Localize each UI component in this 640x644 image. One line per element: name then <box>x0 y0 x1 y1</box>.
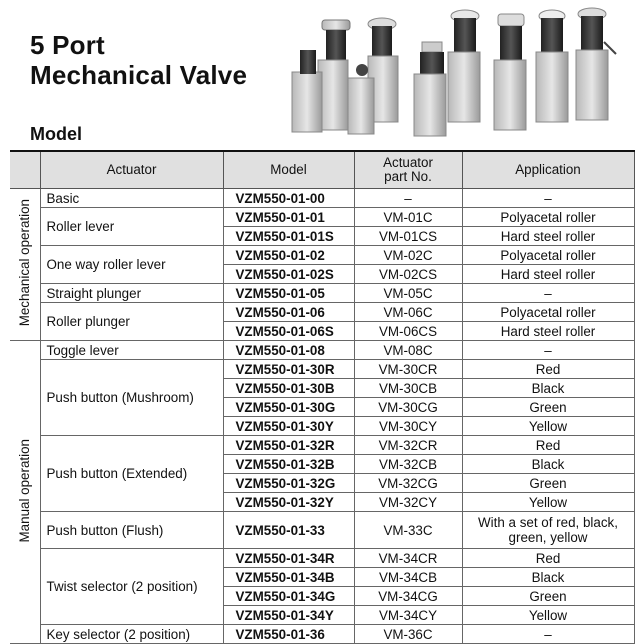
valve-7 <box>576 8 616 120</box>
table-row <box>10 208 634 227</box>
table-row <box>10 512 634 549</box>
model-cell: VZM550-01-36 <box>223 625 354 644</box>
model-cell: VZM550-01-33 <box>223 512 354 549</box>
group-label: Manual operation <box>17 438 33 543</box>
part-no-cell: VM-36C <box>354 625 462 644</box>
actuator-cell: Push button (Mushroom) <box>40 360 223 436</box>
application-cell: Hard steel roller <box>462 265 634 284</box>
part-no-cell: VM-02C <box>354 246 462 265</box>
table-header-row <box>10 151 634 189</box>
application-cell: Yellow <box>462 606 634 625</box>
application-cell: Green <box>462 398 634 417</box>
part-no-cell: VM-33C <box>354 512 462 549</box>
actuator-cell: Push button (Extended) <box>40 436 223 512</box>
table-row <box>10 284 634 303</box>
model-cell: VZM550-01-01S <box>223 227 354 246</box>
part-no-cell: VM-34CY <box>354 606 462 625</box>
application-cell: Polyacetal roller <box>462 246 634 265</box>
part-no-cell: VM-01C <box>354 208 462 227</box>
actuator-cell: Toggle lever <box>40 341 223 360</box>
table-row <box>10 303 634 322</box>
part-no-cell: VM-01CS <box>354 227 462 246</box>
table-row <box>10 246 634 265</box>
part-no-cell: VM-32CY <box>354 493 462 512</box>
part-no-cell: VM-34CR <box>354 549 462 568</box>
table-row <box>10 436 634 455</box>
header-application: Application <box>462 151 634 189</box>
application-cell: Black <box>462 379 634 398</box>
application-cell: Red <box>462 360 634 379</box>
model-cell: VZM550-01-06S <box>223 322 354 341</box>
model-cell: VZM550-01-32B <box>223 455 354 474</box>
part-no-cell: VM-34CB <box>354 568 462 587</box>
product-photo <box>282 2 640 142</box>
section-label-model: Model <box>30 124 82 144</box>
part-no-cell: VM-30CY <box>354 417 462 436</box>
table-row <box>10 549 634 568</box>
model-cell: VZM550-01-32G <box>223 474 354 493</box>
application-cell: Red <box>462 436 634 455</box>
group-label-cell <box>10 189 40 341</box>
application-cell: – <box>462 625 634 644</box>
table-row <box>10 625 634 644</box>
header-model: Model <box>223 151 354 189</box>
valve-6 <box>536 10 568 122</box>
header-part-no-line-1: Actuator <box>383 155 433 170</box>
model-cell: VZM550-01-02S <box>223 265 354 284</box>
actuator-cell: Twist selector (2 position) <box>40 549 223 625</box>
application-cell: Green <box>462 587 634 606</box>
application-cell: Yellow <box>462 417 634 436</box>
header-group <box>10 151 40 189</box>
model-cell: VZM550-01-06 <box>223 303 354 322</box>
part-no-cell: VM-30CR <box>354 360 462 379</box>
application-cell: With a set of red, black, green, yellow <box>462 512 634 549</box>
actuator-cell: One way roller lever <box>40 246 223 284</box>
model-cell: VZM550-01-02 <box>223 246 354 265</box>
part-no-cell: VM-30CB <box>354 379 462 398</box>
actuator-cell: Roller plunger <box>40 303 223 341</box>
application-cell: – <box>462 341 634 360</box>
model-cell: VZM550-01-05 <box>223 284 354 303</box>
part-no-cell: VM-06C <box>354 303 462 322</box>
valve-2 <box>348 18 398 134</box>
model-cell: VZM550-01-34G <box>223 587 354 606</box>
table-row <box>10 341 634 360</box>
valve-1 <box>292 20 350 132</box>
model-cell: VZM550-01-08 <box>223 341 354 360</box>
application-cell: Polyacetal roller <box>462 303 634 322</box>
application-cell: Polyacetal roller <box>462 208 634 227</box>
application-cell: Red <box>462 549 634 568</box>
actuator-cell: Roller lever <box>40 208 223 246</box>
title-line-2: Mechanical Valve <box>30 60 248 90</box>
model-cell: VZM550-01-34Y <box>223 606 354 625</box>
part-no-cell: VM-06CS <box>354 322 462 341</box>
valve-5 <box>494 14 526 130</box>
application-cell: – <box>462 189 634 208</box>
valve-4 <box>448 10 480 122</box>
part-no-cell: VM-02CS <box>354 265 462 284</box>
actuator-cell: Key selector (2 position) <box>40 625 223 644</box>
model-cell: VZM550-01-34R <box>223 549 354 568</box>
application-cell: Black <box>462 568 634 587</box>
model-cell: VZM550-01-30R <box>223 360 354 379</box>
group-label-cell <box>10 341 40 644</box>
model-cell: VZM550-01-34B <box>223 568 354 587</box>
page-title <box>30 30 247 90</box>
table-row <box>10 360 634 379</box>
part-no-cell: VM-05C <box>354 284 462 303</box>
actuator-cell: Straight plunger <box>40 284 223 303</box>
header-part-no <box>354 151 462 189</box>
application-cell: – <box>462 284 634 303</box>
actuator-cell: Basic <box>40 189 223 208</box>
part-no-cell: VM-34CG <box>354 587 462 606</box>
part-no-cell: VM-32CG <box>354 474 462 493</box>
model-cell: VZM550-01-00 <box>223 189 354 208</box>
model-cell: VZM550-01-01 <box>223 208 354 227</box>
part-no-cell: VM-30CG <box>354 398 462 417</box>
header-actuator: Actuator <box>40 151 223 189</box>
part-no-cell: – <box>354 189 462 208</box>
application-cell: Yellow <box>462 493 634 512</box>
application-cell: Green <box>462 474 634 493</box>
actuator-cell: Push button (Flush) <box>40 512 223 549</box>
group-label: Mechanical operation <box>17 199 33 327</box>
application-cell: Hard steel roller <box>462 227 634 246</box>
model-cell: VZM550-01-30Y <box>223 417 354 436</box>
title-line-1: 5 Port <box>30 30 105 60</box>
model-cell: VZM550-01-30B <box>223 379 354 398</box>
header-part-no-line-2: part No. <box>384 169 432 184</box>
part-no-cell: VM-32CR <box>354 436 462 455</box>
table-row <box>10 189 634 208</box>
model-cell: VZM550-01-32Y <box>223 493 354 512</box>
part-no-cell: VM-08C <box>354 341 462 360</box>
valve-3 <box>414 42 446 136</box>
part-no-cell: VM-32CB <box>354 455 462 474</box>
application-cell: Hard steel roller <box>462 322 634 341</box>
model-cell: VZM550-01-30G <box>223 398 354 417</box>
model-table <box>10 150 635 644</box>
application-cell: Black <box>462 455 634 474</box>
model-cell: VZM550-01-32R <box>223 436 354 455</box>
